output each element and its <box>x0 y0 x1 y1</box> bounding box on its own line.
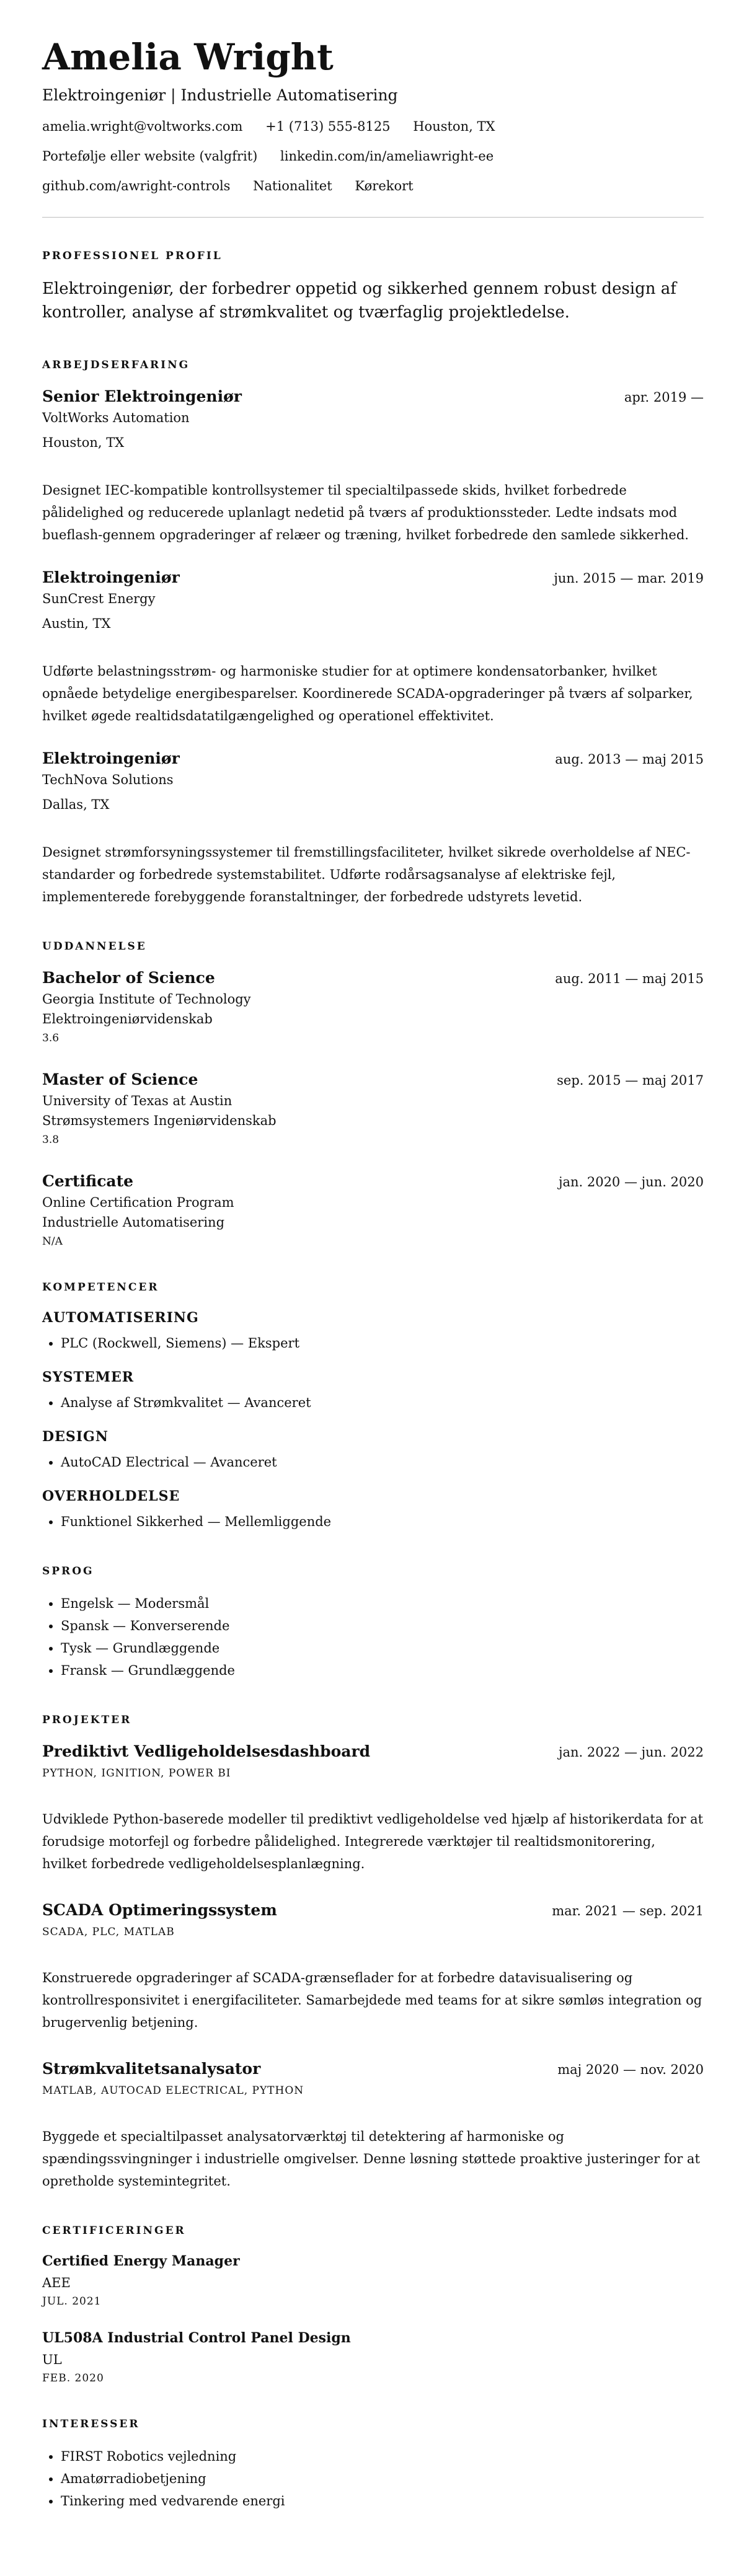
skills-section <box>42 1280 704 1533</box>
section-title: PROFESSIONEL PROFIL <box>42 250 223 262</box>
interest-item: • Tinkering med vedvarende energi <box>61 2490 704 2512</box>
certification-date: FEB. 2020 <box>42 2372 104 2384</box>
contact-location: Houston, TX <box>413 119 495 134</box>
contact-row <box>42 177 704 195</box>
grade: 3.6 <box>42 1032 60 1044</box>
school-name: Online Certification Program <box>42 1195 234 1210</box>
profile-summary: Elektroingeniør, der forbedrer oppetid og sikkerhed gennem robust design af kontroller, analyse af strømkvalitet og tværfaglig projektledelse. <box>42 280 676 322</box>
job-description: Udførte belastningsstrøm- og harmoniske studier for at optimere kondensatorbanker, hvilket opnåede betydelige energibesparelser. Koordinerede SCADA-opgraderinger på tværs af solparker, hvilket øgede realtidsdatatilgængelighed og operationel effektivitet. <box>42 664 693 723</box>
job-title: Elektroingeniør <box>42 749 180 767</box>
skill-item: • Analyse af Strømkvalitet — Avanceret <box>61 1392 704 1414</box>
education-dates: aug. 2011 — maj 2015 <box>555 971 704 986</box>
contact-linkedin[interactable]: linkedin.com/in/ameliawright-ee <box>280 149 494 164</box>
skill-list <box>42 1511 704 1533</box>
section-title: SPROG <box>42 1565 94 1577</box>
certification-issuer: AEE <box>42 2275 71 2290</box>
certification-name: Certified Energy Manager <box>42 2253 240 2269</box>
job-dates: aug. 2013 — maj 2015 <box>555 752 704 767</box>
entry-header <box>42 1069 704 1090</box>
section-title: PROJEKTER <box>42 1714 132 1726</box>
language-item: • Fransk — Grundlæggende <box>61 1659 704 1682</box>
education-entry <box>42 968 704 1046</box>
job-title: Elektroingeniør <box>42 568 180 586</box>
skill-list <box>42 1451 704 1473</box>
education-entry <box>42 1171 704 1249</box>
skill-list <box>42 1392 704 1414</box>
header-divider <box>42 217 704 218</box>
grade: 3.8 <box>42 1134 60 1146</box>
certification-entry <box>42 2329 704 2386</box>
skill-category: SYSTEMER <box>42 1369 135 1385</box>
entry-header <box>42 1900 704 1921</box>
field-of-study: Strømsystemers Ingeniørvidenskab <box>42 1113 277 1128</box>
experience-entry <box>42 748 704 908</box>
education-section <box>42 939 704 1249</box>
language-item: • Engelsk — Modersmål <box>61 1592 704 1615</box>
skill-category: OVERHOLDELSE <box>42 1488 180 1504</box>
degree-title: Bachelor of Science <box>42 969 215 987</box>
experience-entry <box>42 567 704 727</box>
project-entry <box>42 1741 704 1875</box>
resume-header <box>42 35 704 195</box>
job-location: Austin, TX <box>42 616 111 631</box>
languages-section <box>42 1564 704 1682</box>
project-entry <box>42 1900 704 2034</box>
project-description: Konstruerede opgraderinger af SCADA-grænseflader for at forbedre datavisualisering og kontrollresponsivitet i energifaciliteter. Samarbejdede med teams for at sikre sømløs integration og brugervenlig betjening. <box>42 1970 702 2030</box>
project-dates: jan. 2022 — jun. 2022 <box>558 1745 704 1760</box>
school-name: Georgia Institute of Technology <box>42 992 251 1007</box>
resume-page <box>42 0 704 2512</box>
entry-header <box>42 567 704 588</box>
skill-category: AUTOMATISERING <box>42 1310 199 1326</box>
entry-header <box>42 1171 704 1192</box>
section-title: INTERESSER <box>42 2418 140 2430</box>
job-title: Senior Elektroingeniør <box>42 387 242 405</box>
interest-list <box>42 2445 704 2512</box>
project-entry <box>42 2058 704 2192</box>
certification-name: UL508A Industrial Control Panel Design <box>42 2330 351 2346</box>
contact-github[interactable]: github.com/awright-controls <box>42 179 231 193</box>
project-tech: MATLAB, AUTOCAD ELECTRICAL, PYTHON <box>42 2084 304 2097</box>
job-description: Designet strømforsyningssystemer til fremstillingsfaciliteter, hvilket sikrede overholdelse af NEC-standarder og forbedrede systemstabilitet. Udførte rodårsagsanalyse af elektriske fejl, implementerede forebyggende foranstaltninger, der forbedrede udstyrets levetid. <box>42 845 691 904</box>
candidate-headline: Elektroingeniør | Industrielle Automatisering <box>42 86 398 104</box>
certifications-section <box>42 2223 704 2386</box>
job-location: Dallas, TX <box>42 797 110 812</box>
entry-header <box>42 748 704 769</box>
field-of-study: Elektroingeniørvidenskab <box>42 1012 213 1026</box>
contact-nationality: Nationalitet <box>253 179 332 193</box>
profile-section <box>42 249 704 324</box>
company-name: VoltWorks Automation <box>42 410 190 425</box>
skill-category: DESIGN <box>42 1429 108 1445</box>
project-name: Prediktivt Vedligeholdelsesdashboard <box>42 1742 371 1760</box>
job-dates: jun. 2015 — mar. 2019 <box>554 571 704 586</box>
section-title: ARBEJDSERFARING <box>42 359 190 371</box>
project-name: Strømkvalitetsanalysator <box>42 2060 261 2078</box>
section-title: CERTIFICERINGER <box>42 2225 186 2237</box>
skill-item: • AutoCAD Electrical — Avanceret <box>61 1451 704 1473</box>
certification-date: JUL. 2021 <box>42 2295 102 2308</box>
project-dates: mar. 2021 — sep. 2021 <box>552 1903 704 1918</box>
candidate-name: Amelia Wright <box>42 36 334 78</box>
entry-header <box>42 968 704 989</box>
project-description: Byggede et specialtilpasset analysatorværktøj til detektering af harmoniske og spændingssvingninger i industrielle omgivelser. Denne løsning støttede proaktive justeringer for at opretholde systemintegritet. <box>42 2129 700 2189</box>
entry-header <box>42 1741 704 1762</box>
company-name: TechNova Solutions <box>42 772 174 787</box>
experience-section <box>42 358 704 908</box>
project-name: SCADA Optimeringssystem <box>42 1901 277 1919</box>
degree-title: Certificate <box>42 1172 134 1190</box>
education-dates: sep. 2015 — maj 2017 <box>557 1073 704 1088</box>
language-item: • Spansk — Konverserende <box>61 1615 704 1637</box>
certification-issuer: UL <box>42 2352 62 2367</box>
education-entry <box>42 1069 704 1147</box>
job-dates: apr. 2019 — <box>624 390 704 405</box>
project-dates: maj 2020 — nov. 2020 <box>557 2062 704 2077</box>
project-tech: SCADA, PLC, MATLAB <box>42 1926 175 1938</box>
project-description: Udviklede Python-baserede modeller til prediktivt vedligeholdelse ved hjælp af historikerdata for at forudsige motorfejl og forbedre pålidelighed. Integrerede værktøjer til realtidsmonitorering, hvilket forbedrede vedligeholdelsesplanlægning. <box>42 1812 704 1871</box>
interests-section <box>42 2417 704 2512</box>
contact-drivers-license: Kørekort <box>355 179 414 193</box>
interest-item: • FIRST Robotics vejledning <box>61 2445 704 2468</box>
section-title: UDDANNELSE <box>42 940 147 953</box>
skill-group <box>42 1487 704 1533</box>
interest-item: • Amatørradiobetjening <box>61 2468 704 2490</box>
school-name: University of Texas at Austin <box>42 1093 232 1108</box>
degree-title: Master of Science <box>42 1070 198 1088</box>
company-name: SunCrest Energy <box>42 591 156 606</box>
skill-group <box>42 1308 704 1354</box>
job-location: Houston, TX <box>42 435 125 450</box>
entry-header <box>42 386 704 407</box>
contact-portfolio[interactable]: Portefølje eller website (valgfrit) <box>42 149 258 164</box>
field-of-study: Industrielle Automatisering <box>42 1215 225 1230</box>
skill-group <box>42 1368 704 1414</box>
certification-entry <box>42 2252 704 2309</box>
contact-phone[interactable]: +1 (713) 555-8125 <box>265 119 391 134</box>
experience-entry <box>42 386 704 546</box>
projects-section <box>42 1713 704 2192</box>
contact-email[interactable]: amelia.wright@voltworks.com <box>42 119 243 134</box>
section-title: KOMPETENCER <box>42 1281 159 1294</box>
contact-row <box>42 118 704 135</box>
project-tech: PYTHON, IGNITION, POWER BI <box>42 1767 231 1780</box>
job-description: Designet IEC-kompatible kontrollsystemer til specialtilpassede skids, hvilket forbedrede pålidelighed og reducerede uplanlagt nedetid på tværs af produktionssteder. Ledte indsats mod bueflash-gennem opgraderinger af relæer og træning, hvilket forbedrede den samlede sikkerhed. <box>42 483 689 542</box>
skill-item: • PLC (Rockwell, Siemens) — Ekspert <box>61 1332 704 1354</box>
language-list <box>42 1592 704 1682</box>
contact-row <box>42 148 704 165</box>
skill-item: • Funktionel Sikkerhed — Mellemliggende <box>61 1511 704 1533</box>
grade: N/A <box>42 1235 63 1248</box>
entry-header <box>42 2058 704 2080</box>
language-item: • Tysk — Grundlæggende <box>61 1637 704 1659</box>
education-dates: jan. 2020 — jun. 2020 <box>558 1175 704 1189</box>
skill-group <box>42 1427 704 1473</box>
skill-list <box>42 1332 704 1354</box>
